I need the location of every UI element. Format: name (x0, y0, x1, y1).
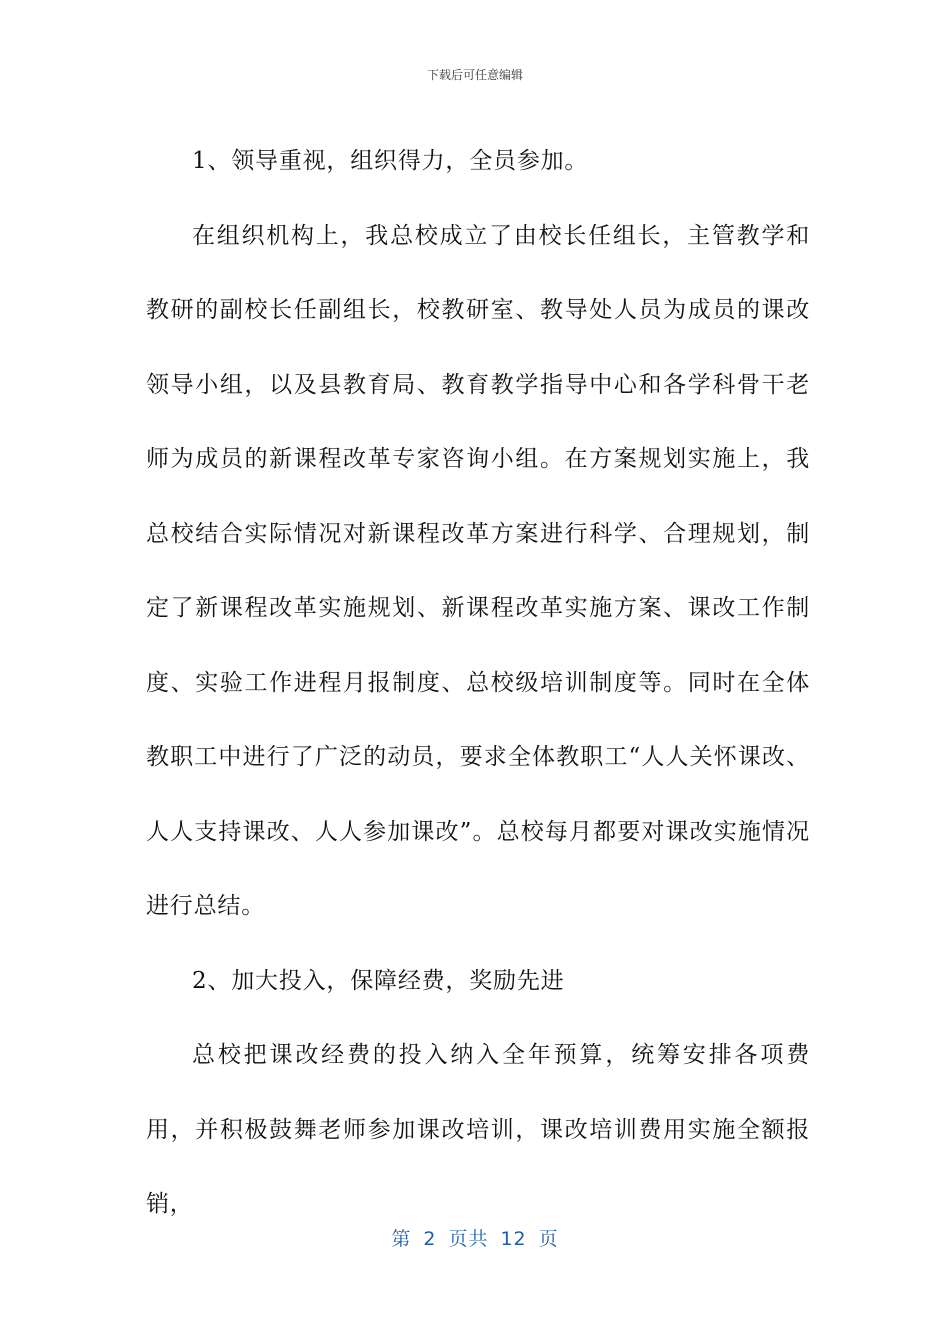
footer-total-pages: 12 (500, 1228, 527, 1250)
paragraph-organization: 在组织机构上，我总校成立了由校长任组长，主管教学和教研的副校长任副组长，校教研室、教导处人员为成员的课改领导小组，以及县教育局、教育教学指导中心和各学科骨干老师为成员的新课程改革专家咨询小组。在方案规划实施上，我总校结合实际情况对新课程改革方案进行科学、合理规划，制定了新课程改革实施规划、新课程改革实施方案、课改工作制度、实验工作进程月报制度、总校级培训制度等。同时在全体教职工中进行了广泛的动员，要求全体教职工“人人关怀课改、人人支持课改、人人参加课改”。总校每月都要对课改实施情况进行总结。 (146, 222, 810, 919)
footer-page-number: 2 (423, 1228, 437, 1250)
paragraph-funding: 总校把课改经费的投入纳入全年预算，统筹安排各项费用，并积极鼓舞老师参加课改培训，课改培训费用实施全额报销， (146, 1042, 810, 1217)
footer-prefix: 第 (391, 1228, 412, 1250)
page-header: 下载后可任意编辑 (426, 68, 523, 82)
paragraph-heading-1: 1、领导重视，组织得力，全员参加。 (192, 148, 589, 174)
paragraph-heading-2: 2、加大投入，保障经费，奖励先进 (192, 967, 565, 994)
footer-suffix: 页 (538, 1228, 559, 1250)
page-footer (0, 1224, 950, 1251)
document-body (146, 124, 810, 1242)
footer-middle: 页共 (448, 1228, 489, 1250)
